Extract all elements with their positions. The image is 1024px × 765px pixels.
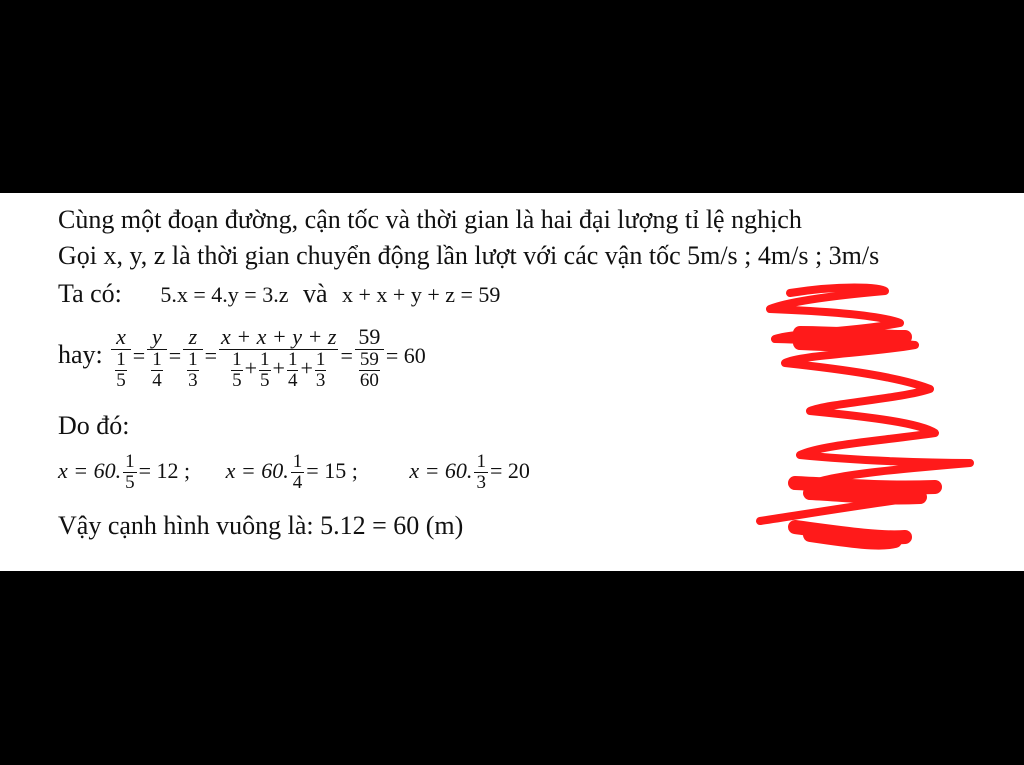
- fraction-59-over-59-60: $\frac{59}{\frac{59}{60}}$: [355, 325, 384, 391]
- result-x: x = 60. $\frac{1}{5}$ = 12 ;: [58, 451, 191, 494]
- fraction-y: $\frac{y}{\frac{1}{4}}$: [147, 325, 167, 391]
- fraction-z: $\frac{z}{\frac{1}{3}}$: [183, 325, 203, 391]
- fraction-x: $\frac{x}{\frac{1}{5}}$: [111, 325, 131, 391]
- statement-line: Cùng một đoạn đường, cận tốc và thời gian là hai đại lượng tỉ lệ nghịch: [58, 205, 802, 234]
- hay-equation: $\frac{x}{\frac{1}{5}}$ = $\frac{y}{\frac{1}{4}}$ = $\frac{z}{\frac{1}{3}}$ = x + x + y + z $\frac{1}{5}$ + $\frac{1}{5}$ + $\frac{1}{4}$ + $\frac{1}{3}$ = $\frac{59}{\frac{59}{60}}$ = 60: [109, 343, 426, 368]
- do-do-label: Do đó:: [58, 411, 130, 440]
- hay-label: hay:: [58, 340, 103, 369]
- proportion-equation: 5.x = 4.y = 3.z: [160, 282, 289, 307]
- and-word: và: [302, 279, 328, 308]
- red-scribble-redaction: [0, 193, 1024, 571]
- variables-line: Gọi x, y, z là thời gian chuyển động lần lượt với các vận tốc 5m/s ; 4m/s ; 3m/s: [58, 241, 880, 270]
- sum-equation: x + x + y + z = 59: [342, 282, 501, 307]
- result-z: x = 60. $\frac{1}{3}$ = 20: [409, 451, 530, 494]
- fraction-sum: x + x + y + z $\frac{1}{5}$ + $\frac{1}{5}$ + $\frac{1}{4}$ + $\frac{1}{3}$: [221, 323, 337, 391]
- conclusion-line: Vậy cạnh hình vuông là: 5.12 = 60 (m): [58, 511, 464, 540]
- result-y: x = 60. $\frac{1}{4}$ = 15 ;: [225, 451, 358, 494]
- document-page: [0, 193, 1024, 571]
- hay-result: = 60: [385, 343, 426, 368]
- ta-co-label: Ta có:: [58, 279, 122, 308]
